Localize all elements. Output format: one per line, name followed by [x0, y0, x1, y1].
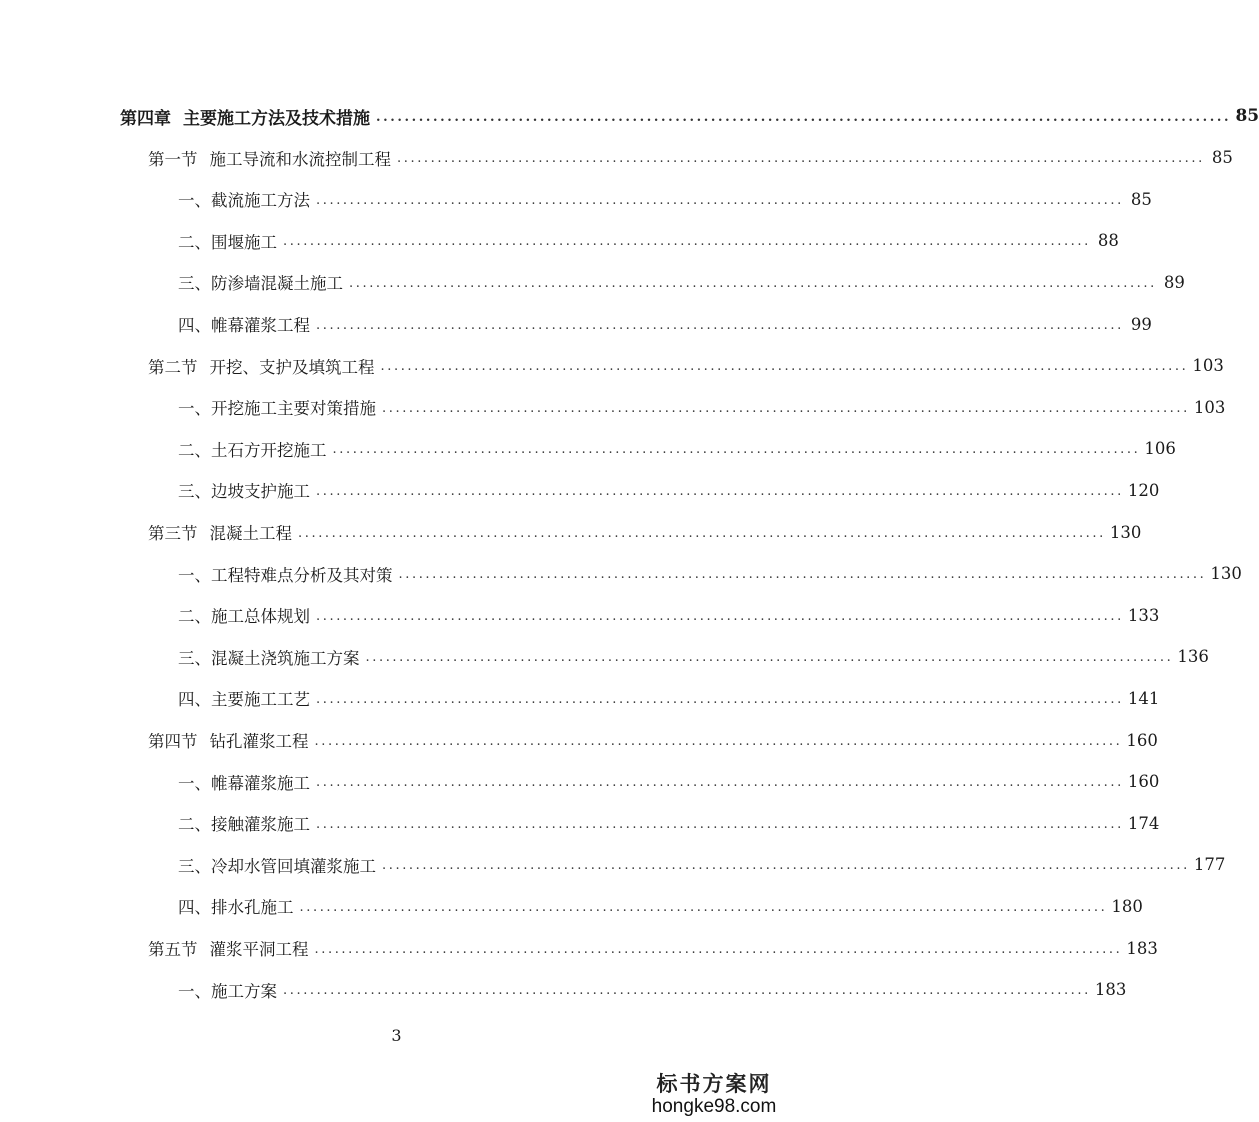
toc-entry-page: 103 — [1193, 397, 1226, 417]
toc-subsection-entry[interactable] — [178, 221, 1119, 261]
toc-entry-label — [120, 104, 372, 129]
toc-entry-label — [178, 645, 362, 669]
toc-entry-page: 99 — [1130, 314, 1152, 334]
toc-entry-page: 88 — [1097, 231, 1119, 251]
toc-entry-label — [178, 395, 378, 419]
toc-section-entry[interactable] — [148, 720, 1158, 760]
toc-dot-leader: ........................................................................................................................ — [283, 234, 1091, 250]
toc-entry-page: 130 — [1210, 564, 1242, 584]
toc-entry-label — [178, 686, 312, 710]
toc-entry-title: 灌浆平洞工程 — [209, 940, 309, 959]
toc-entry-page: 141 — [1127, 688, 1160, 708]
toc-entry-title: 冷却水管回填灌浆施工 — [211, 856, 376, 876]
toc-entry-number: 三、 — [178, 856, 211, 876]
toc-entry-title: 开挖施工主要对策措施 — [211, 399, 376, 419]
toc-dot-leader: ........................................................................................................................ — [314, 733, 1123, 749]
toc-dot-leader: ........................................................................................................................ — [380, 359, 1189, 375]
toc-subsection-entry[interactable] — [178, 179, 1152, 219]
toc-entry-title: 施工方案 — [211, 981, 277, 1001]
toc-entry-label — [148, 728, 311, 752]
toc-entry-number: 第四节 — [148, 732, 198, 751]
toc-entry-label — [148, 520, 294, 544]
toc-entry-title: 施工总体规划 — [211, 607, 310, 627]
toc-entry-label — [178, 229, 279, 253]
toc-entry-number: 二、 — [178, 607, 211, 627]
watermark-brand-text: 标书方案网 — [656, 1071, 772, 1096]
toc-entry-title: 施工导流和水流控制工程 — [209, 149, 391, 169]
toc-entry-title: 混凝土浇筑施工方案 — [211, 648, 360, 668]
toc-entry-number: 一、 — [178, 191, 211, 211]
toc-entry-title: 土石方开挖施工 — [211, 440, 327, 460]
toc-dot-leader: ........................................................................................................................ — [299, 899, 1108, 915]
toc-entry-page: 120 — [1127, 480, 1160, 500]
toc-section-entry[interactable] — [148, 928, 1158, 968]
toc-dot-leader: ........................................................................................................................ — [398, 567, 1207, 583]
toc-entry-page: 174 — [1127, 813, 1160, 833]
toc-entry-number: 第三节 — [148, 524, 198, 543]
toc-dot-leader: ........................................................................................................................ — [314, 941, 1123, 957]
toc-entry-page: 103 — [1192, 356, 1224, 376]
toc-entry-number: 第四章 — [120, 108, 171, 129]
toc-dot-leader: ........................................................................................................................ — [316, 192, 1124, 208]
toc-entry-label — [178, 478, 312, 502]
toc-entry-label — [178, 562, 395, 586]
toc-dot-leader: ........................................................................................................................ — [316, 317, 1124, 333]
toc-entry-number: 四、 — [178, 316, 211, 335]
toc-entry-page: 85 — [1235, 106, 1259, 126]
toc-chapter-entry[interactable] — [120, 96, 1259, 136]
toc-subsection-entry[interactable] — [178, 387, 1226, 427]
toc-entry-title: 主要施工方法及技术措施 — [183, 108, 370, 129]
toc-entry-label — [178, 811, 312, 835]
toc-entry-page: 85 — [1130, 189, 1152, 209]
toc-entry-number: 二、 — [178, 232, 211, 252]
toc-entry-page: 85 — [1211, 148, 1233, 168]
toc-subsection-entry[interactable] — [178, 470, 1160, 510]
toc-entry-number: 第五节 — [148, 940, 198, 959]
toc-entry-page: 183 — [1094, 980, 1127, 1000]
toc-entry-label — [178, 270, 345, 294]
toc-dot-leader: ........................................................................................................................ — [332, 442, 1141, 458]
toc-entry-title: 围堰施工 — [211, 232, 277, 252]
toc-entry-title: 接触灌浆施工 — [211, 815, 310, 835]
toc-dot-leader: ........................................................................................................................ — [316, 816, 1124, 832]
toc-entry-page: 160 — [1126, 730, 1158, 750]
toc-dot-leader: ........................................................................................................................ — [316, 608, 1124, 624]
toc-entry-label — [178, 853, 378, 877]
toc-entry-page: 177 — [1193, 855, 1226, 875]
toc-entry-title: 帷幕灌浆施工 — [211, 773, 310, 793]
toc-section-entry[interactable] — [148, 346, 1224, 386]
toc-entry-title: 防渗墙混凝土施工 — [211, 274, 343, 294]
toc-section-entry[interactable] — [148, 512, 1142, 552]
toc-entry-page: 89 — [1163, 272, 1185, 292]
toc-entry-number: 三、 — [178, 274, 211, 294]
toc-dot-leader: ........................................................................................................................ — [382, 400, 1190, 416]
toc-entry-label — [178, 978, 279, 1002]
page-number: 3 — [391, 1026, 402, 1045]
toc-entry-page: 130 — [1109, 522, 1142, 542]
toc-entry-label — [148, 936, 311, 960]
toc-subsection-entry[interactable] — [178, 429, 1176, 469]
toc-entry-number: 一、 — [178, 773, 211, 793]
toc-subsection-entry[interactable] — [178, 637, 1209, 677]
toc-subsection-entry[interactable] — [178, 678, 1160, 718]
toc-entry-number: 一、 — [178, 565, 211, 585]
toc-entry-page: 106 — [1144, 439, 1176, 459]
toc-entry-title: 排水孔施工 — [211, 898, 294, 918]
toc-dot-leader: ........................................................................................................................ — [376, 109, 1232, 125]
toc-dot-leader: ........................................................................................................................ — [365, 650, 1174, 666]
toc-entry-label — [178, 312, 312, 336]
toc-entry-title: 截流施工方法 — [211, 191, 310, 211]
toc-entry-title: 边坡支护施工 — [211, 482, 310, 502]
toc-subsection-entry[interactable] — [178, 262, 1185, 302]
toc-entry-title: 主要施工工艺 — [211, 690, 310, 710]
toc-entry-page: 160 — [1127, 772, 1160, 792]
toc-dot-leader: ........................................................................................................................ — [316, 691, 1124, 707]
toc-subsection-entry[interactable] — [178, 845, 1226, 885]
toc-entry-label — [178, 894, 296, 918]
toc-entry-number: 一、 — [178, 981, 211, 1001]
toc-subsection-entry[interactable] — [178, 554, 1242, 594]
toc-dot-leader: ........................................................................................................................ — [397, 151, 1205, 167]
toc-entry-number: 二、 — [178, 440, 211, 460]
toc-entry-title: 钻孔灌浆工程 — [209, 732, 309, 751]
toc-subsection-entry[interactable] — [178, 762, 1160, 802]
toc-entry-label — [148, 146, 393, 170]
watermark-logo — [649, 1068, 779, 1118]
toc-entry-number: 第二节 — [148, 357, 198, 377]
toc-entry-number: 三、 — [178, 648, 211, 668]
toc-entry-title: 开挖、支护及填筑工程 — [209, 357, 375, 377]
toc-entry-number: 三、 — [178, 482, 211, 502]
toc-dot-leader: ........................................................................................................................ — [316, 775, 1124, 791]
toc-entry-page: 133 — [1127, 605, 1160, 625]
watermark-url-text: hongke98.com — [651, 1096, 777, 1117]
toc-dot-leader: ........................................................................................................................ — [349, 275, 1157, 291]
toc-entry-number: 第一节 — [148, 149, 198, 169]
toc-dot-leader: ........................................................................................................................ — [382, 858, 1190, 874]
toc-entry-number: 一、 — [178, 399, 211, 419]
toc-entry-label — [178, 437, 329, 461]
toc-entry-number: 四、 — [178, 690, 211, 710]
toc-section-entry[interactable] — [148, 138, 1233, 178]
toc-dot-leader: ........................................................................................................................ — [298, 525, 1106, 541]
toc-entry-label — [178, 770, 312, 794]
toc-entry-page: 183 — [1126, 938, 1158, 958]
toc-subsection-entry[interactable] — [178, 803, 1160, 843]
toc-subsection-entry[interactable] — [178, 595, 1160, 635]
toc-dot-leader: ........................................................................................................................ — [283, 983, 1091, 999]
toc-entry-title: 混凝土工程 — [209, 524, 292, 543]
toc-entry-page: 136 — [1177, 647, 1209, 667]
toc-dot-leader: ........................................................................................................................ — [316, 483, 1124, 499]
toc-entry-label — [178, 603, 312, 627]
toc-entry-title: 帷幕灌浆工程 — [211, 316, 310, 335]
toc-entry-title: 工程特难点分析及其对策 — [211, 565, 393, 585]
toc-subsection-entry[interactable] — [178, 886, 1143, 926]
toc-entry-number: 四、 — [178, 898, 211, 918]
toc-entry-label — [178, 187, 312, 211]
toc-entry-page: 180 — [1111, 896, 1143, 916]
toc-subsection-entry[interactable] — [178, 304, 1152, 344]
toc-entry-label — [148, 354, 377, 378]
toc-subsection-entry[interactable] — [178, 970, 1127, 1010]
toc-entry-number: 二、 — [178, 815, 211, 835]
